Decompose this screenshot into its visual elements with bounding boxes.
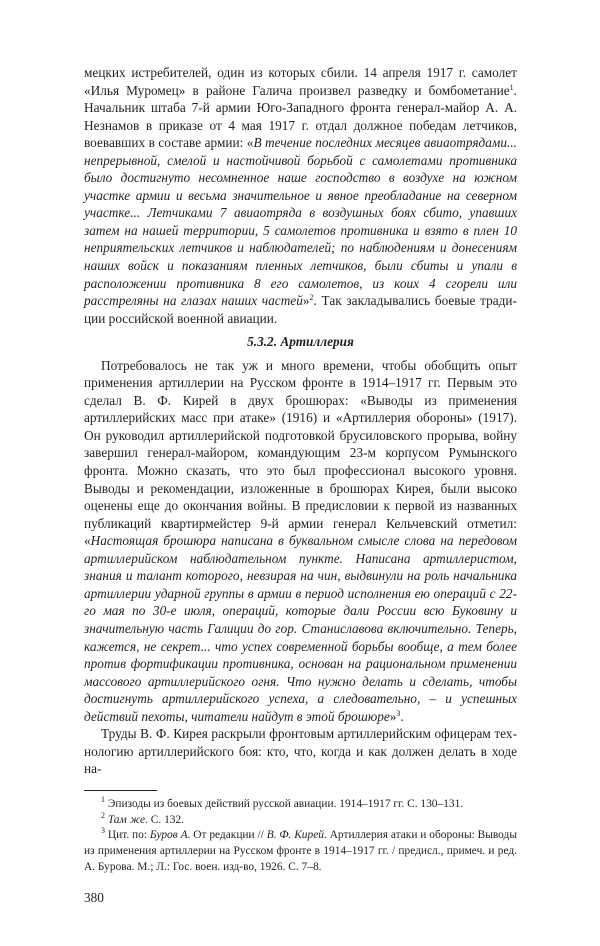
footnotes bbox=[84, 794, 517, 876]
footnote-1 bbox=[84, 794, 517, 813]
footnote-italic: Буров А bbox=[149, 829, 188, 842]
text-segment: мецких истребителей, один из которых сбили. 14 апреля 1917 г. самолет «Илья Муромец» в районе Галича произвел разведку и бомбометание bbox=[84, 65, 517, 98]
footnote-italic: Там же bbox=[105, 813, 146, 826]
footnote-text: . С. 132. bbox=[145, 813, 185, 826]
footnote-mark: 3 bbox=[101, 826, 105, 836]
footnote-2 bbox=[84, 810, 517, 829]
paragraph-kirey-works: Труды В. Ф. Кирея раскрыли фронтовым артиллерийским офицерам технологию артиллерийского боя: кто, что, когда и как должен делать в ходе на- bbox=[84, 726, 517, 777]
footnote-italic: В. Ф. Кирей bbox=[266, 829, 324, 842]
section-heading: 5.3.2. Артиллерия bbox=[247, 334, 354, 350]
text-segment: . Так закладывались боевые традиции российской военной авиации. bbox=[84, 293, 517, 326]
text-segment: Потребовалось не так уж и много времени, чтобы обобщить опыт применения артиллерии на Русском фронте в 1914–1917 гг. Первым это сделал В. Ф. Кирей в двух брошюрах: «Выводы из применения артиллерийских масс при атаке» (1916) и «Артиллерия обороны» (1917). Он руководил артиллерийской подготовкой брусиловского прорыва, войну завершил генерал-майором, командующим 23-м корпусом Румынского фронта. Можно сказать, что это был профессионал высокого уровня. Выводы и рекомендации, изложенные в брошюрах Кирея, были высоко оценены еще до окончания войны. В предисловии к первой из названных публикаций квартирмейстер 9-й армии генерал Кельчевский отметил: « bbox=[84, 357, 517, 549]
quote-italic: Настоящая брошюра написана в буквальном смысле слова на передовом артиллерийском наблюдательном пункте. Написана артиллеристом, знания и талант которого, невзирая на чин, выдвинули на роль начальника артиллерии ударной группы в армии в период исполнения ею операций с 22-го мая по 30-е июля, операций, которые дали России всю Буковину и значительную часть Галиции до гор. Станиславова включительно. Теперь, кажется, не секрет... что успех современной борьбы вообще, а тем более против фортификации противника, основан на рациональном применении массового артиллерийского огня. Что нужно делать и сделать, чтобы достигнуть артиллерийского успеха, а следовательно, – и успешных действий пехоты, читатели найдут в этой брошюре bbox=[84, 533, 517, 724]
footnote-text: Цит. по: bbox=[105, 829, 150, 842]
footnote-text: Эпизоды из боевых действий русской авиации. 1914–1917 гг. С. 130–131. bbox=[105, 797, 464, 810]
footnote-mark: 1 bbox=[101, 794, 105, 804]
paragraph-aviation bbox=[84, 64, 517, 327]
footnote-text: . Артиллерия атаки и обороны: Выводы из применения артиллерии на Русском фронте в 1914–1917 гг. / предисл., примеч. и ред. А. Бурова. М.; Л.: Гос. воен. изд-во, 1926. С. 7–8. bbox=[84, 829, 517, 873]
main-text bbox=[84, 64, 517, 778]
paragraph-artillery bbox=[84, 357, 517, 725]
text-segment: » bbox=[302, 293, 310, 309]
page-number: 380 bbox=[84, 890, 104, 906]
text-segment: » bbox=[389, 708, 397, 724]
footnote-text: . От редакции // bbox=[187, 829, 267, 842]
footnote-divider bbox=[84, 790, 157, 791]
footnote-mark: 2 bbox=[101, 810, 105, 820]
footnote-ref: 3 bbox=[396, 708, 401, 718]
footnote-3 bbox=[84, 828, 517, 875]
text-segment: . bbox=[400, 708, 404, 724]
quote-italic: В течение последних месяцев авиаотрядами... непрерывной, смелой и настойчивой борьбой с самолетами противника было достигнуто несомненное наше господство в воздухе на южном участке армии и весьма значительное и явное преобладание на северном участке... Летчиками 7 авиаотряда в воздушных боях сбито, упавших затем на нашей территории, 5 самолетов противника и взято в плен 10 неприятельских летчиков и наблюдателей; по наблюдениям и донесениям наших войск и показаниям пленных летчиков, были сбиты и упали в расположении противника 8 его самолетов, из коих 4 сгорели или расстреляны на глазах наших частей bbox=[84, 135, 517, 309]
footnote-ref: 1 bbox=[509, 82, 514, 92]
footnote-ref: 2 bbox=[309, 293, 314, 303]
text-segment: . Начальник штаба 7-й армии Юго-Западного фронта генерал-майор А. А. Незнамов в приказе от 4 мая 1917 г. отдал должное победам летчиков, воевавших в составе армии: « bbox=[84, 82, 517, 151]
